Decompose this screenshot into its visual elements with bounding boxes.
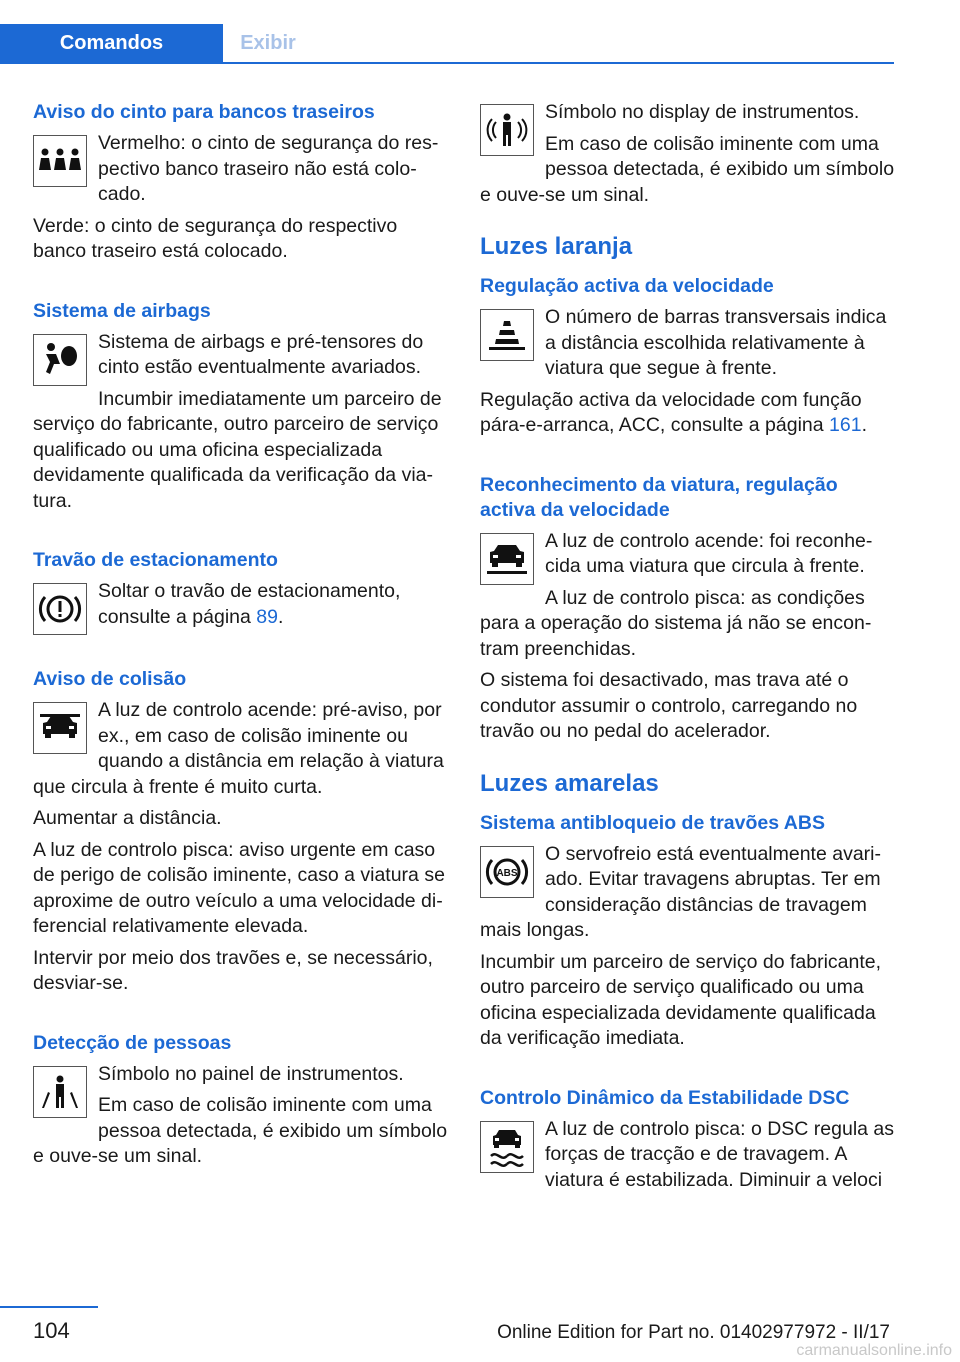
abs-service-text: Incumbir um parceiro de serviço do fabricante, outro parceiro de serviço qualificado ou uma oficina especializada devidamente qualificada da verificação imediata. [480, 950, 882, 1049]
page-link-89[interactable]: 89 [256, 605, 278, 628]
parking-brake-text [33, 579, 448, 630]
acc-stopgo-text [480, 388, 895, 439]
orange-lights-heading: Luzes laranja [480, 233, 633, 260]
collision-urgent-text: A luz de controlo pisca: aviso urgente em caso de perigo de colisão iminente, caso a viatura se aproxime de outro veículo a uma velocidade diferencial relativamente elevada. [33, 838, 445, 937]
vehicle-recognized-text: A luz de controlo acende: foi reconhecida uma viatura que circula à frente. [545, 529, 873, 577]
airbag-fault-text: Sistema de airbags e pré-tensores do cinto estão eventualmente avariados. [98, 330, 424, 378]
footer-rule [0, 1306, 98, 1308]
collision-prewarning-text: A luz de controlo acende: pré-aviso, por ex., em caso de colisão iminente ou quando a distância em relação à viatura que circula à frente é muito curta. [33, 699, 444, 798]
collision-intervene-text: Intervir por meio dos travões e, se necessário, desviar-se. [33, 946, 433, 994]
abs-fault-text: O servofreio está eventualmente avariado. Evitar travagens abruptas. Ter em consideração distâncias de travagem mais longas. [480, 842, 882, 941]
edition-note: Online Edition for Part no. 01402977972 - II/17 [497, 1322, 890, 1343]
parking-brake-icon [33, 583, 87, 635]
person-display-symbol-text: Símbolo no display de instrumentos. [545, 101, 860, 123]
airbag-service-text: Incumbir imediatamente um parceiro de serviço do fabricante, outro parceiro de serviço qualificado ou uma oficina especializada devidamente qualificada da verificação da viatura. [33, 387, 442, 512]
person-detection-heading: Detecção de pessoas [33, 1031, 232, 1054]
vehicle-conditions-text: A luz de controlo pisca: as condições para a operação do sistema já não se encontram preenchidas. [480, 586, 872, 660]
acc-section [480, 305, 895, 382]
airbag-section [33, 330, 448, 515]
parking-brake-section [33, 579, 448, 639]
person-detection-symbol-text: Símbolo no painel de instrumentos. [98, 1062, 404, 1085]
abs-section [480, 842, 895, 944]
acc-stopgo-end: . [861, 414, 867, 436]
header-tab-bar [0, 0, 894, 64]
pedestrian-display-icon [480, 104, 534, 156]
pedestrian-icon [33, 1066, 87, 1118]
dsc-heading: Controlo Dinâmico da Estabilidade DSC [480, 1086, 850, 1109]
acc-heading: Regulação activa da velocidade [480, 275, 774, 297]
dsc-icon [480, 1121, 534, 1173]
right-column [480, 100, 895, 1199]
vehicle-recognition-car-icon [480, 533, 534, 585]
vehicle-recognition-section [480, 529, 895, 663]
person-display-section [480, 100, 895, 208]
dsc-text: A luz de controlo pisca: o DSC regula as forças de tracção e de travagem. A viatura é estabilizada. Diminuir a veloci [545, 1117, 895, 1191]
vehicle-recognition-heading: Reconhecimento da viatura, regulação activa da velocidade [480, 473, 838, 521]
distance-bars-icon [480, 309, 534, 361]
rear-seatbelt-icon [33, 135, 87, 187]
rear-seatbelt-section [33, 131, 448, 214]
parking-brake-heading: Travão de estacionamento [33, 549, 278, 571]
system-deactivated-text: O sistema foi desactivado, mas trava até o condutor assumir o controlo, carregando no travão ou no pedal do acelerador. [480, 669, 858, 742]
yellow-lights-heading: Luzes amarelas [480, 769, 659, 797]
person-display-warning-text: Em caso de colisão iminente com uma pessoa detectada, é exibido um símbolo e ouve-se um sinal. [480, 132, 895, 206]
collision-distance-text: Aumentar a distância. [33, 807, 222, 829]
collision-warning-heading: Aviso de colisão [33, 668, 187, 690]
rear-seatbelt-green-text: Verde: o cinto de segurança do respectivo banco traseiro está colocado. [33, 214, 398, 262]
parking-brake-text-end: . [278, 605, 284, 628]
collision-warning-section [33, 698, 448, 800]
person-detection-section [33, 1062, 448, 1170]
abs-icon-label: ABS [496, 867, 518, 879]
watermark: carmanualsonline.info [796, 1342, 952, 1359]
abs-heading: Sistema antibloqueio de travões ABS [480, 811, 825, 834]
tab-exibir[interactable]: Exibir [240, 32, 296, 54]
airbag-heading: Sistema de airbags [33, 299, 211, 322]
abs-icon [480, 846, 534, 898]
dsc-section [480, 1117, 895, 1194]
rear-seatbelt-red-text: Vermelho: o cinto de segurança do respectivo banco traseiro não está colocado. [98, 132, 439, 205]
acc-stopgo-main: Regulação activa da velocidade com função pára-e-arranca, ACC, consulte a página [480, 388, 862, 436]
parking-brake-text-main: Soltar o travão de estacionamento, consulte a página [98, 580, 401, 628]
page-number: 104 [33, 1318, 70, 1343]
page-link-161[interactable]: 161 [829, 414, 862, 436]
left-column [33, 100, 448, 1176]
tab-comandos[interactable]: Comandos [0, 24, 223, 62]
person-detection-warning-text: Em caso de colisão iminente com uma pessoa detectada, é exibido um símbolo e ouve-se um sinal. [33, 1094, 448, 1167]
airbag-icon [33, 334, 87, 386]
rear-seatbelt-heading: Aviso do cinto para bancos traseiros [33, 101, 375, 123]
collision-car-icon [33, 702, 87, 754]
acc-bars-text: O número de barras transversais indica a distância escolhida relativamente à viatura que segue à frente. [545, 306, 887, 379]
